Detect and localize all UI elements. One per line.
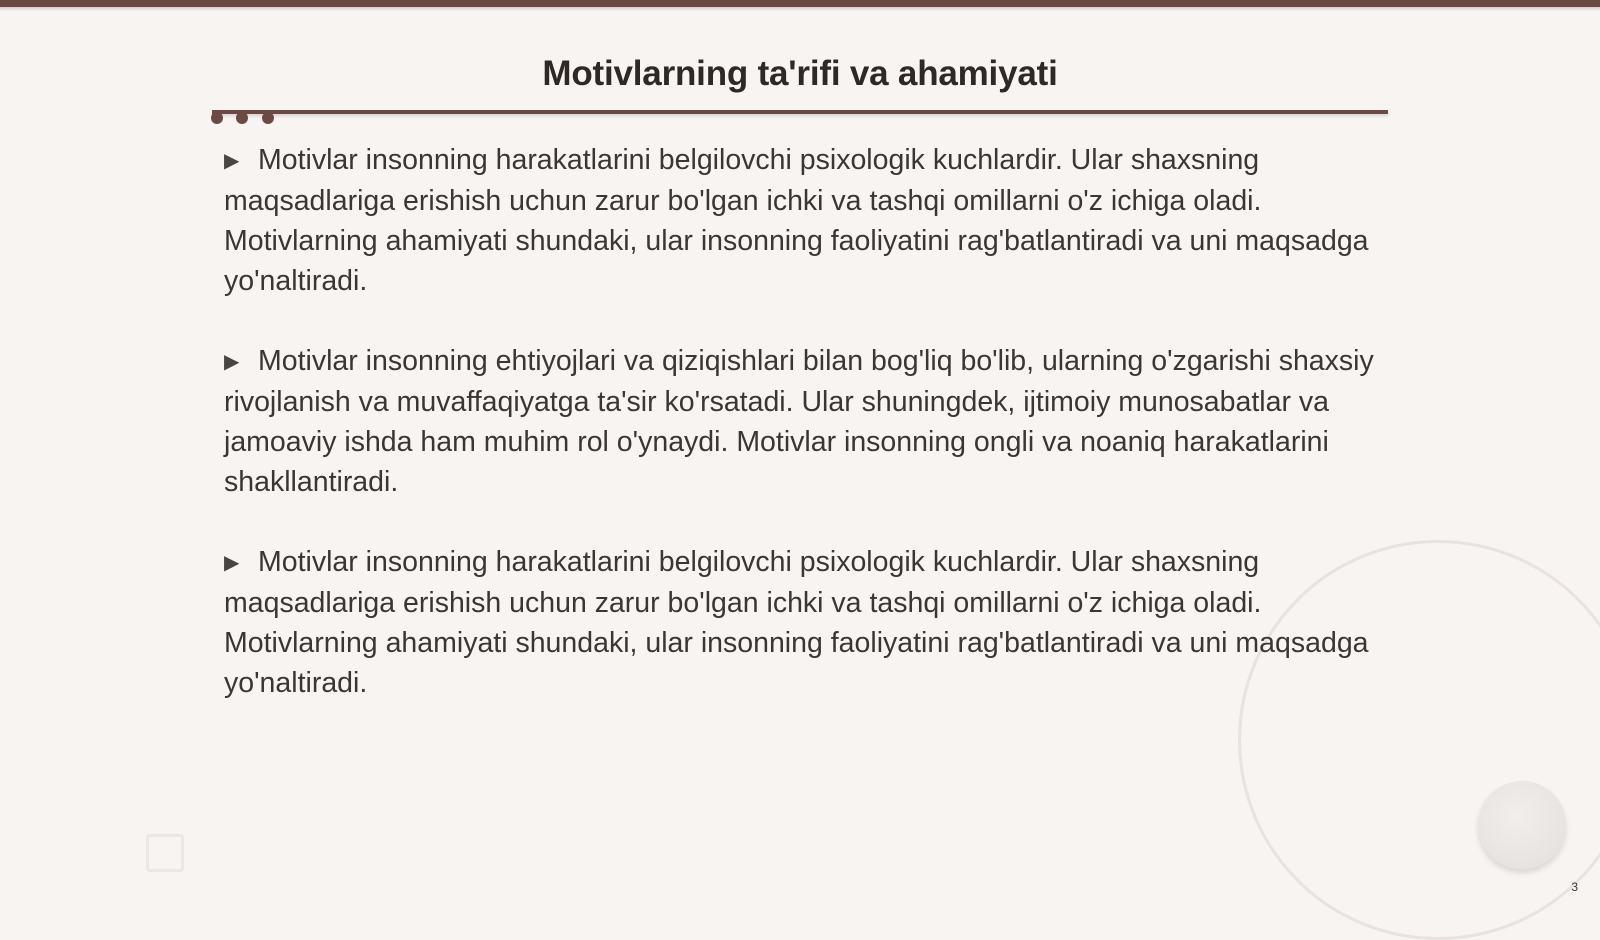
bullet-arrow-icon: ▶ <box>224 150 240 172</box>
underline-dot <box>262 112 274 124</box>
title-underline <box>212 110 1388 114</box>
bullet-paragraph <box>224 341 1374 502</box>
top-bar-shadow <box>0 7 1600 11</box>
underline-dot <box>236 112 248 124</box>
underline-dot <box>211 112 223 124</box>
paragraph-text: Motivlar insonning ehtiyojlari va qiziqishlari bilan bog'liq bo'lib, ularning o'zgarishi shaxsiy rivojlanish va muvaffaqiyatga ta'sir ko'rsatadi. Ular shuningdek, ijtimoiy munosabatlar va jamoaviy ishda ham muhim rol o'ynaydi. Motivlar insonning ongli va noaniq harakatlarini shakllantiradi. <box>224 345 1374 498</box>
bullet-arrow-icon: ▶ <box>224 552 240 574</box>
top-accent-bar <box>0 0 1600 7</box>
slide-title: Motivlarning ta'rifi va ahamiyati <box>542 54 1058 93</box>
bullet-arrow-icon: ▶ <box>224 351 240 373</box>
page-number: 3 <box>1571 880 1578 894</box>
paragraph-text: Motivlar insonning harakatlarini belgilovchi psixologik kuchlardir. Ular shaxsning maqsadlariga erishish uchun zarur bo'lgan ichki va tashqi omillarni o'z ichiga oladi. Motivlarning ahamiyati shundaki, ular insonning faoliyatini rag'batlantiradi va uni maqsadga yo'naltiradi. <box>224 546 1369 699</box>
bullet-paragraph <box>224 542 1374 703</box>
bullet-paragraph <box>224 140 1374 301</box>
paragraph-text: Motivlar insonning harakatlarini belgilovchi psixologik kuchlardir. Ular shaxsning maqsadlariga erishish uchun zarur bo'lgan ichki va tashqi omillarni o'z ichiga oladi. Motivlarning ahamiyati shundaki, ular insonning faoliyatini rag'batlantiradi va uni maqsadga yo'naltiradi. <box>224 144 1369 297</box>
decorative-square <box>146 834 184 872</box>
decorative-circle <box>1478 781 1566 869</box>
slide-body <box>224 140 1374 743</box>
